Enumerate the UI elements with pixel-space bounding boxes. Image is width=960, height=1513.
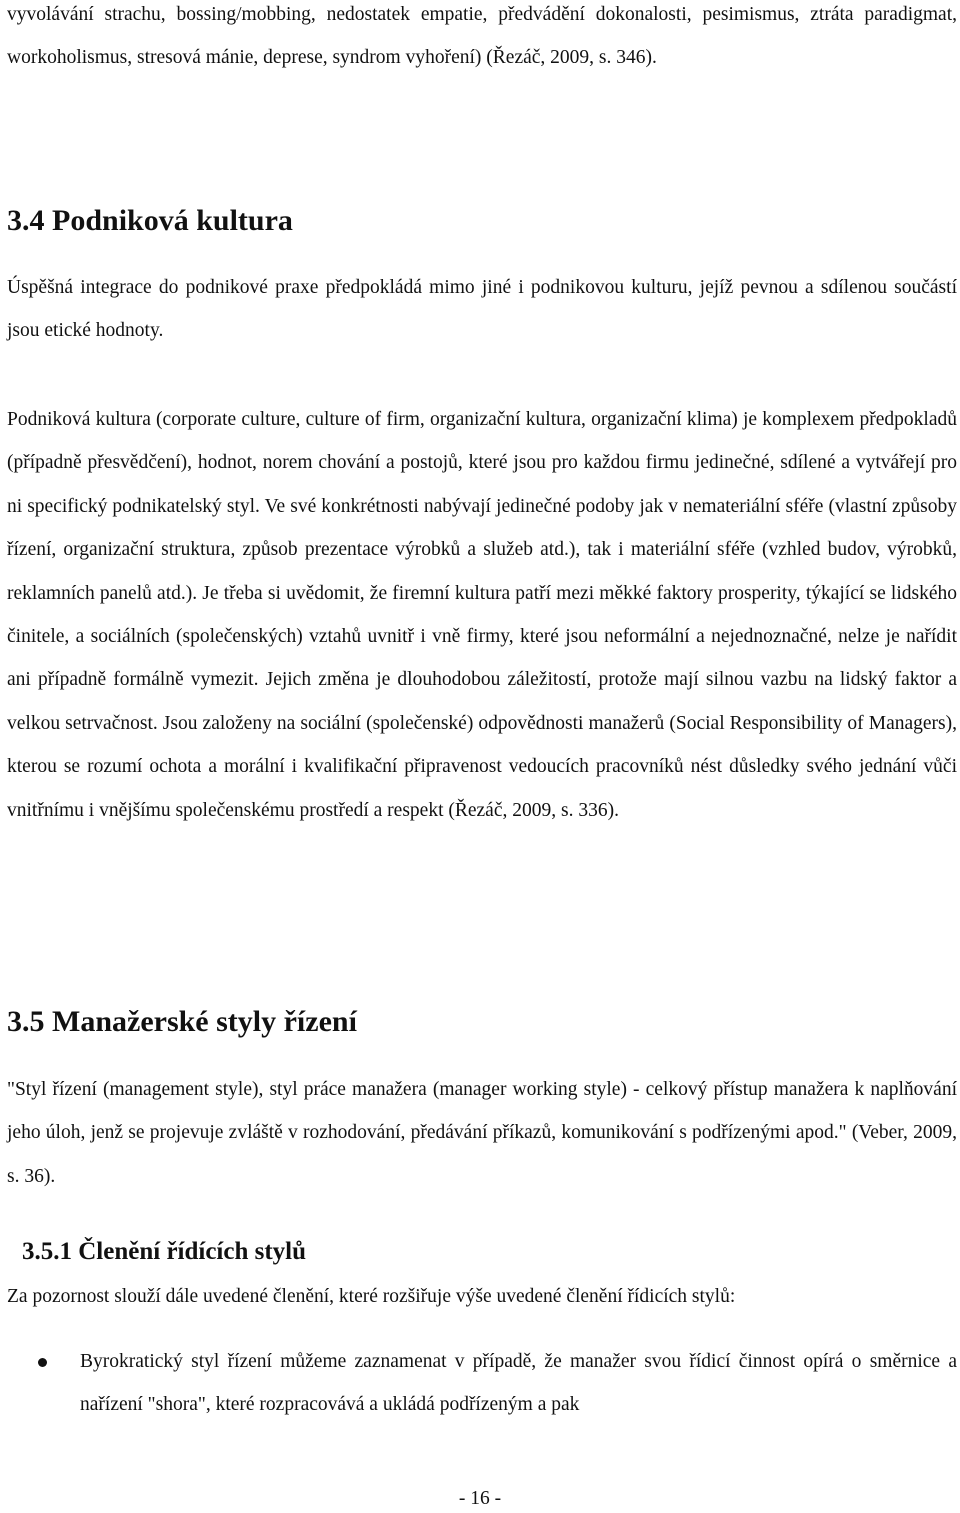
list-item xyxy=(0,1340,960,1427)
heading-3-5: 3.5 Manažerské styly řízení xyxy=(7,1005,357,1038)
heading-3-5-1: 3.5.1 Členění řídících stylů xyxy=(22,1238,307,1265)
paragraph-corporate-culture: Podniková kultura (corporate culture, culture of firm, organizační kultura, organizační klima) je komplexem předpokladů (případně přesvědčení), hodnot, norem chování a postojů, které jsou pro každou firmu jedinečné, sdílené a vytvářejí pro ni specifický podnikatelský styl. Ve své konkrétnosti nabývají jedinečné podoby jak v nemateriální sféře (vlastní způsoby řízení, organizační struktura, způsob prezentace výrobků a služeb atd.), tak i materiální sféře (vzhled budov, výrobků, reklamních panelů atd.). Je třeba si uvědomit, že firemní kultura patří mezi měkké faktory prosperity, týkající se lidského činitele, a sociálních (společenských) vztahů uvnitř i vně firmy, které jsou neformální a nejednoznačné, nelze je nařídit ani případně formálně vymezit. Jejich změna je dlouhodobou záležitostí, protože mají silnou vazbu na lidský faktor a velkou setrvačnost. Jsou založeny na sociální (společenské) odpovědnosti manažerů (Social Responsibility of Managers), kterou se rozumí ochota a morální i kvalifikační připravenost vedoucích pracovníků nést důsledky svého jednání vůči vnitřnímu i vnějšímu společenskému prostředí a respekt (Řezáč, 2009, s. 336). xyxy=(7,409,957,821)
page-number: - 16 - xyxy=(458,1488,502,1509)
bullet-list xyxy=(0,1340,960,1427)
paragraph-style-division: Za pozornost slouží dále uvedené členění, které rozšiřuje výše uvedené členění řídicích stylů: xyxy=(7,1286,736,1307)
paragraph-management-style: "Styl řízení (management style), styl práce manažera (manager working style) - celkový přístup manažera k naplňování jeho úloh, jenž se projevuje zvláště v rozhodování, předávání příkazů, komunikování s podřízenými apod." (Veber, 2009, s. 36). xyxy=(7,1079,957,1187)
list-item-text: Byrokratický styl řízení můžeme zaznamenat v případě, že manažer svou řídicí činnost opírá o směrnice a nařízení "shora", které rozpracovává a ukládá podřízeným a pak xyxy=(80,1351,957,1416)
paragraph-intro-culture: Úspěšná integrace do podnikové praxe předpokládá mimo jiné i podnikovou kulturu, jejíž pevnou a sdílenou součástí jsou etické hodnoty. xyxy=(7,277,957,342)
bullet-icon xyxy=(38,1358,47,1367)
heading-3-4: 3.4 Podniková kultura xyxy=(7,204,293,237)
paragraph-continuation: vyvolávání strachu, bossing/mobbing, nedostatek empatie, předvádění dokonalosti, pesimismus, ztráta paradigmat, workoholismus, stresová mánie, deprese, syndrom vyhoření) (Řezáč, 2009, s. 346). xyxy=(7,4,957,69)
